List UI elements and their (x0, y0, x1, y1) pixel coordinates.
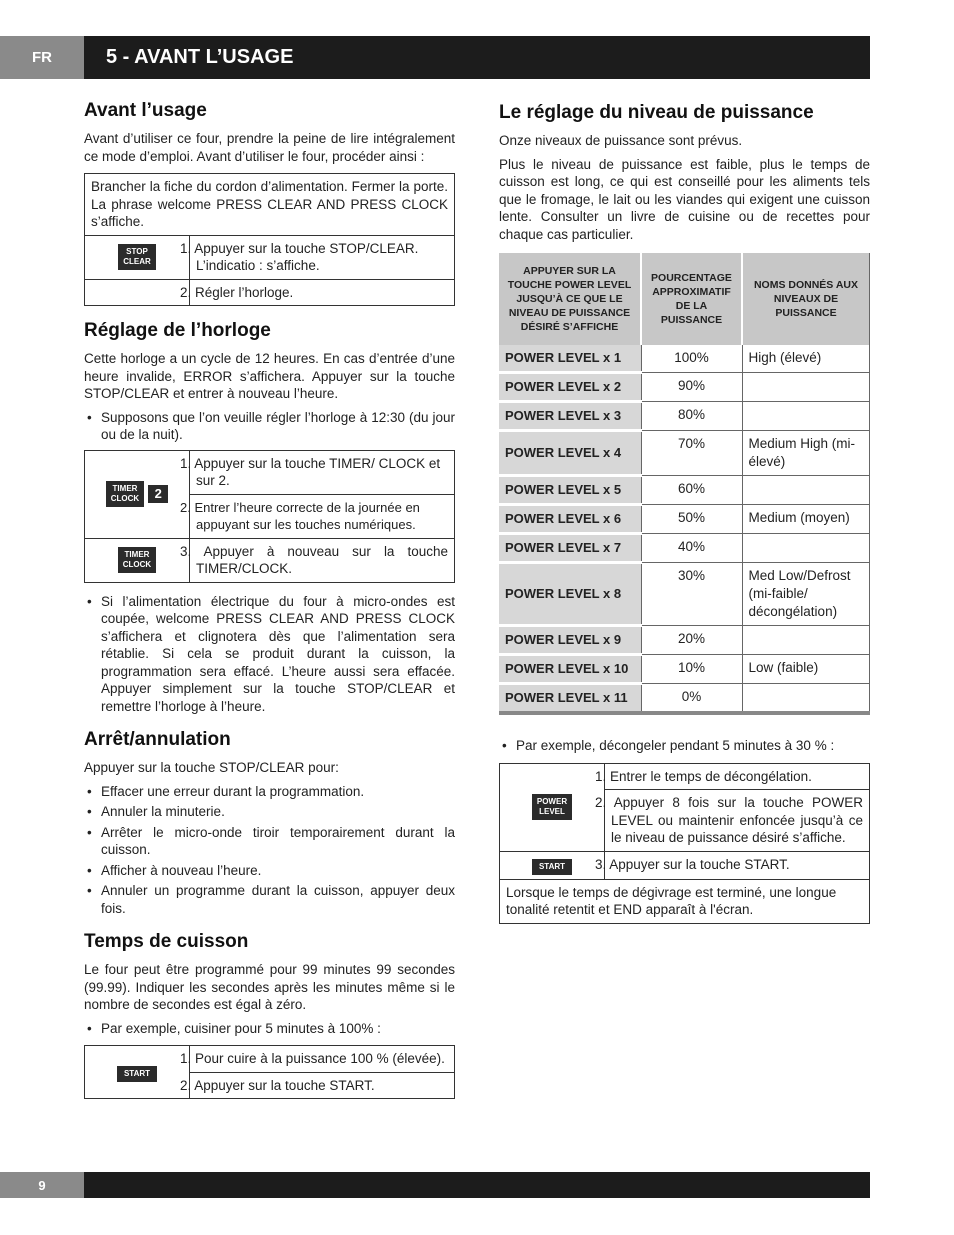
horloge-step-1: 1. Appuyer sur la touche TIMER/ CLOCK et sur 2. (190, 450, 455, 494)
table-row (499, 655, 870, 684)
defrost-steps-table (499, 763, 870, 924)
table-row (499, 684, 870, 714)
power-key-cell (500, 763, 605, 851)
table-row (499, 505, 870, 534)
page-number: 9 (38, 1177, 46, 1193)
name-cell: Medium High (mi-élevé) (742, 431, 870, 476)
defrost-note: Lorsque le temps de dégivrage est terminé, une longue tonalité retentit et END apparaît à l'écran. (500, 879, 870, 923)
name-cell (742, 534, 870, 563)
name-cell (742, 684, 870, 714)
level-cell: POWER LEVEL x 10 (499, 655, 641, 684)
puissance-p1: Onze niveaux de puissance sont prévus. (499, 133, 743, 148)
table-row (499, 534, 870, 563)
horloge-bullets-1 (84, 409, 455, 444)
horloge-title: Réglage de l’horloge (84, 320, 271, 341)
arret-item: • Annuler un programme durant la cuisson, appuyer deux fois. (84, 882, 455, 917)
level-cell: POWER LEVEL x 6 (499, 505, 641, 534)
level-cell: POWER LEVEL x 4 (499, 431, 641, 476)
table-row (499, 563, 870, 626)
pct-cell: 20% (641, 626, 742, 655)
arret-intro: Appuyer sur la touche STOP/CLEAR pour: (84, 760, 339, 775)
avant-box-text: Brancher la fiche du cordon d’alimentation. Fermer la porte. La phrase welcome PRESS CLEAR AND PRESS CLOCK s’affiche. (85, 174, 455, 236)
table-row (499, 476, 870, 505)
timer-clock-key-icon: TIMER CLOCK (106, 481, 144, 507)
pct-cell: 90% (641, 373, 742, 402)
level-cell: POWER LEVEL x 8 (499, 563, 641, 626)
temps-bullet: • Par exemple, cuisiner pour 5 minutes à 100% : (84, 1020, 455, 1038)
arret-title: Arrêt/annulation (84, 729, 231, 750)
pct-cell: 0% (641, 684, 742, 714)
power-header-1: APPUYER SUR LA TOUCHE POWER LEVEL JUSQU’À CE QUE LE NIVEAU DE PUISSANCE DÉSIRÉ S’AFFICHE (499, 253, 641, 345)
defrost-step-3: 3. Appuyer sur la touche START. (605, 851, 870, 879)
table-row (499, 373, 870, 402)
avant-step-2: 2. Régler l’horloge. (190, 279, 455, 306)
defrost-step-1: 1. Entrer le temps de décongélation. (605, 763, 870, 790)
temps-bullets (84, 1020, 455, 1038)
name-cell (742, 476, 870, 505)
pct-cell: 40% (641, 534, 742, 563)
section-header (84, 36, 870, 79)
horloge-bullet-2: • Si l’alimentation électrique du four à micro-ondes est coupée, welcome PRESS CLEAR AND PRESS CLOCK s’affichera et clignotera dès que l’alimentation sera rétablie. Si cela se produit durant la cuisson, la programmation sera effacé. L’heure aussi sera effacée. Appuyer simplement sur la touche STOP/CLEAR et remettre l’horloge à l’heure. (84, 593, 455, 716)
stop-clear-key-cell (85, 235, 190, 279)
name-cell: Low (faible) (742, 655, 870, 684)
section-title: 5 - AVANT L’USAGE (106, 46, 294, 68)
start-key-cell-2 (500, 851, 605, 879)
horloge-bullets-2 (84, 593, 455, 716)
horloge-text: Cette horloge a un cycle de 12 heures. En cas d’entrée d’une heure invalide, ERROR s’affichera. Appuyer sur la touche STOP/CLEAR et entrer à nouveau l’heure. (84, 351, 455, 401)
puissance-bullets (499, 737, 870, 755)
language-label: FR (32, 49, 52, 66)
name-cell (742, 626, 870, 655)
horloge-step-2: 2. Entrer l’heure correcte de la journée en appuyant sur les touches numériques. (190, 494, 455, 538)
arret-item: • Effacer une erreur durant la programmation. (84, 783, 455, 801)
page-number-tab (0, 1172, 84, 1198)
level-cell: POWER LEVEL x 9 (499, 626, 641, 655)
start-key-icon-2: START (532, 859, 572, 875)
table-row (499, 345, 870, 373)
start-key-cell (85, 1046, 190, 1099)
table-row (499, 402, 870, 431)
avant-intro: Avant d’utiliser ce four, prendre la peine de lire intégralement ce mode d’emploi. Avant d’utiliser le four, procéder ainsi : (84, 131, 455, 164)
timer-key-cell (85, 450, 190, 538)
arret-item: • Arrêter le micro-onde tiroir temporairement durant la cuisson. (84, 824, 455, 859)
level-cell: POWER LEVEL x 3 (499, 402, 641, 431)
level-cell: POWER LEVEL x 2 (499, 373, 641, 402)
arret-item: • Afficher à nouveau l’heure. (84, 862, 455, 880)
horloge-steps-table (84, 450, 455, 583)
pct-cell: 30% (641, 563, 742, 626)
name-cell: High (élevé) (742, 345, 870, 373)
empty-key-cell (85, 279, 190, 306)
power-level-key-icon: POWER LEVEL (532, 794, 572, 820)
pct-cell: 100% (641, 345, 742, 373)
language-tab (0, 36, 84, 79)
temps-text: Le four peut être programmé pour 99 minutes 99 secondes (99.99). Indiquer les secondes après les minutes même si le nombre de secondes est égal à zéro. (84, 962, 455, 1012)
avant-step-1: 1. Appuyer sur la touche STOP/CLEAR. L’indicatio : s’affiche. (190, 235, 455, 279)
level-cell: POWER LEVEL x 11 (499, 684, 641, 714)
avant-title: Avant l’usage (84, 100, 207, 121)
arret-item: • Annuler la minuterie. (84, 803, 455, 821)
right-column (499, 102, 870, 938)
temps-title: Temps de cuisson (84, 931, 249, 952)
level-cell: POWER LEVEL x 5 (499, 476, 641, 505)
level-cell: POWER LEVEL x 1 (499, 345, 641, 373)
pct-cell: 80% (641, 402, 742, 431)
name-cell: Med Low/Defrost (mi-faible/ décongélation) (742, 563, 870, 626)
temps-steps-table (84, 1045, 455, 1099)
power-header-2: POURCENTAGE APPROXIMATIF DE LA PUISSANCE (641, 253, 742, 345)
stop-clear-key-icon: STOP CLEAR (118, 244, 156, 270)
defrost-step-2: 2. Appuyer 8 fois sur la touche POWER LEVEL ou maintenir enfoncée jusqu’à ce le niveau de puissance désiré s’affiche. (605, 790, 870, 852)
table-row (499, 431, 870, 476)
puissance-title: Le réglage du niveau de puissance (499, 102, 814, 123)
name-cell (742, 402, 870, 431)
name-cell (742, 373, 870, 402)
pct-cell: 10% (641, 655, 742, 684)
timer-clock-key-icon-2: TIMER CLOCK (118, 547, 156, 573)
temps-step-2: 2. Appuyer sur la touche START. (190, 1072, 455, 1099)
arret-list (84, 783, 455, 918)
avant-steps-table (84, 173, 455, 306)
power-level-table (499, 253, 870, 715)
puissance-p2: Plus le niveau de puissance est faible, plus le temps de cuisson est long, ce qui est conseillé pour les aliments tels que le fromage, le lait ou les viandes qui exigent une cuisson lente. Consulter un livre de cuisine ou de recettes pour chaque cas particulier. (499, 156, 870, 242)
pct-cell: 70% (641, 431, 742, 476)
horloge-bullet-1: • Supposons que l’on veuille régler l’horloge à 12:30 (du jour ou de la nuit). (84, 409, 455, 444)
name-cell: Medium (moyen) (742, 505, 870, 534)
number-2-key-icon: 2 (148, 485, 168, 503)
start-key-icon: START (117, 1066, 157, 1082)
pct-cell: 60% (641, 476, 742, 505)
timer-key-cell-2 (85, 538, 190, 582)
horloge-step-3: 3. Appuyer à nouveau sur la touche TIMER/CLOCK. (190, 538, 455, 582)
table-row (499, 626, 870, 655)
pct-cell: 50% (641, 505, 742, 534)
level-cell: POWER LEVEL x 7 (499, 534, 641, 563)
power-header-3: NOMS DONNÉS AUX NIVEAUX DE PUISSANCE (742, 253, 870, 345)
temps-step-1: 1. Pour cuire à la puissance 100 % (élevée). (190, 1046, 455, 1073)
left-column (84, 100, 455, 1113)
puissance-bullet: • Par exemple, décongeler pendant 5 minutes à 30 % : (499, 737, 870, 755)
footer-bar (84, 1172, 870, 1198)
